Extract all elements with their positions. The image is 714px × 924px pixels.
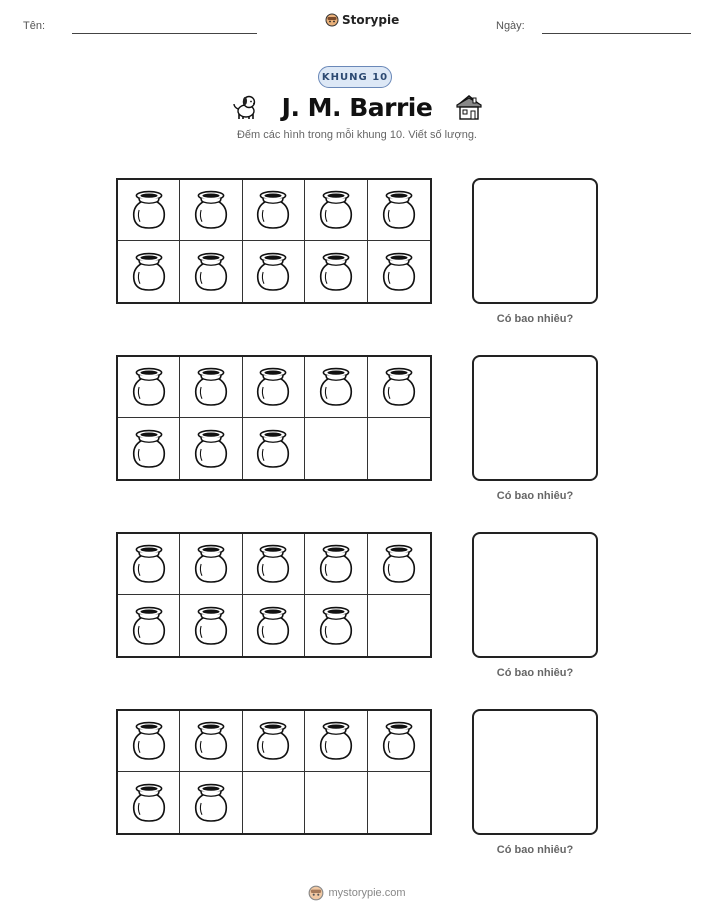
ten-frame-cell (180, 711, 242, 772)
footer-url: mystorypie.com (328, 887, 406, 899)
ten-frame-cell (305, 772, 367, 833)
pot-icon (131, 429, 167, 469)
ten-frame (116, 709, 432, 835)
pot-icon (193, 190, 229, 230)
date-field[interactable] (542, 33, 691, 34)
ten-frame-cell (305, 595, 367, 656)
ten-frame-cell (368, 357, 430, 418)
pot-icon (318, 190, 354, 230)
pot-icon (131, 783, 167, 823)
ten-frame-cell (118, 711, 180, 772)
count-question: Có bao nhiêu? (496, 490, 574, 502)
pot-icon (381, 190, 417, 230)
pot-icon (318, 606, 354, 646)
answer-box[interactable] (472, 532, 598, 658)
pot-icon (193, 721, 229, 761)
pot-icon (255, 252, 291, 292)
answer-box[interactable] (472, 178, 598, 304)
ten-frame-cell (368, 241, 430, 302)
storypie-mascot-icon (325, 13, 339, 27)
pot-icon (318, 544, 354, 584)
dog-icon (230, 92, 260, 122)
count-question: Có bao nhiêu? (496, 313, 574, 325)
pot-icon (255, 367, 291, 407)
ten-frame-cell (305, 241, 367, 302)
brand-logo (325, 13, 399, 27)
answer-box[interactable] (472, 355, 598, 481)
pot-icon (131, 367, 167, 407)
ten-frame-cell (180, 595, 242, 656)
ten-frame-cell (243, 418, 305, 479)
worksheet-title: J. M. Barrie (281, 92, 433, 122)
ten-frame-cell (368, 711, 430, 772)
answer-box[interactable] (472, 709, 598, 835)
ten-frame-cell (368, 180, 430, 241)
ten-frame-cell (180, 180, 242, 241)
ten-frame-cell (305, 180, 367, 241)
storypie-mascot-icon (308, 885, 324, 901)
ten-frame-cell (305, 418, 367, 479)
ten-frame-cell (180, 772, 242, 833)
pot-icon (131, 721, 167, 761)
pot-icon (131, 544, 167, 584)
pot-icon (381, 544, 417, 584)
ten-frame-cell (180, 241, 242, 302)
ten-frame-cell (118, 357, 180, 418)
ten-frame (116, 532, 432, 658)
ten-frame-cell (118, 595, 180, 656)
ten-frame-cell (243, 595, 305, 656)
ten-frame-cell (368, 772, 430, 833)
ten-frame-cell (180, 534, 242, 595)
house-icon (454, 92, 484, 122)
ten-frame-cell (243, 772, 305, 833)
pot-icon (255, 721, 291, 761)
ten-frame-cell (305, 357, 367, 418)
pot-icon (131, 190, 167, 230)
ten-frame-cell (368, 418, 430, 479)
date-label: Ngày: (496, 20, 525, 32)
pot-icon (193, 544, 229, 584)
name-field[interactable] (72, 33, 257, 34)
name-label: Tên: (23, 20, 46, 32)
pot-icon (318, 252, 354, 292)
ten-frame-cell (118, 241, 180, 302)
ten-frame-cell (243, 711, 305, 772)
worksheet-badge: KHUNG 10 (318, 66, 392, 88)
pot-icon (193, 367, 229, 407)
ten-frame-cell (243, 241, 305, 302)
count-question: Có bao nhiêu? (496, 667, 574, 679)
pot-icon (318, 721, 354, 761)
ten-frame-cell (118, 534, 180, 595)
ten-frame-cell (368, 595, 430, 656)
instructions: Đếm các hình trong mỗi khung 10. Viết số lượng. (236, 129, 477, 141)
ten-frame-cell (305, 534, 367, 595)
footer (0, 885, 714, 901)
pot-icon (381, 367, 417, 407)
pot-icon (193, 606, 229, 646)
ten-frame-cell (118, 180, 180, 241)
ten-frame-cell (368, 534, 430, 595)
pot-icon (255, 544, 291, 584)
ten-frame-cell (118, 772, 180, 833)
pot-icon (193, 252, 229, 292)
pot-icon (193, 429, 229, 469)
count-question: Có bao nhiêu? (496, 844, 574, 856)
ten-frame (116, 355, 432, 481)
ten-frame-cell (243, 534, 305, 595)
ten-frame-cell (243, 357, 305, 418)
ten-frame-cell (305, 711, 367, 772)
pot-icon (131, 252, 167, 292)
ten-frame (116, 178, 432, 304)
pot-icon (318, 367, 354, 407)
ten-frame-cell (180, 418, 242, 479)
brand-name: Storypie (342, 13, 400, 27)
pot-icon (381, 252, 417, 292)
pot-icon (255, 606, 291, 646)
pot-icon (193, 783, 229, 823)
pot-icon (131, 606, 167, 646)
title-row (0, 92, 714, 122)
ten-frame-cell (243, 180, 305, 241)
pot-icon (381, 721, 417, 761)
pot-icon (255, 190, 291, 230)
ten-frame-cell (180, 357, 242, 418)
pot-icon (255, 429, 291, 469)
ten-frame-cell (118, 418, 180, 479)
